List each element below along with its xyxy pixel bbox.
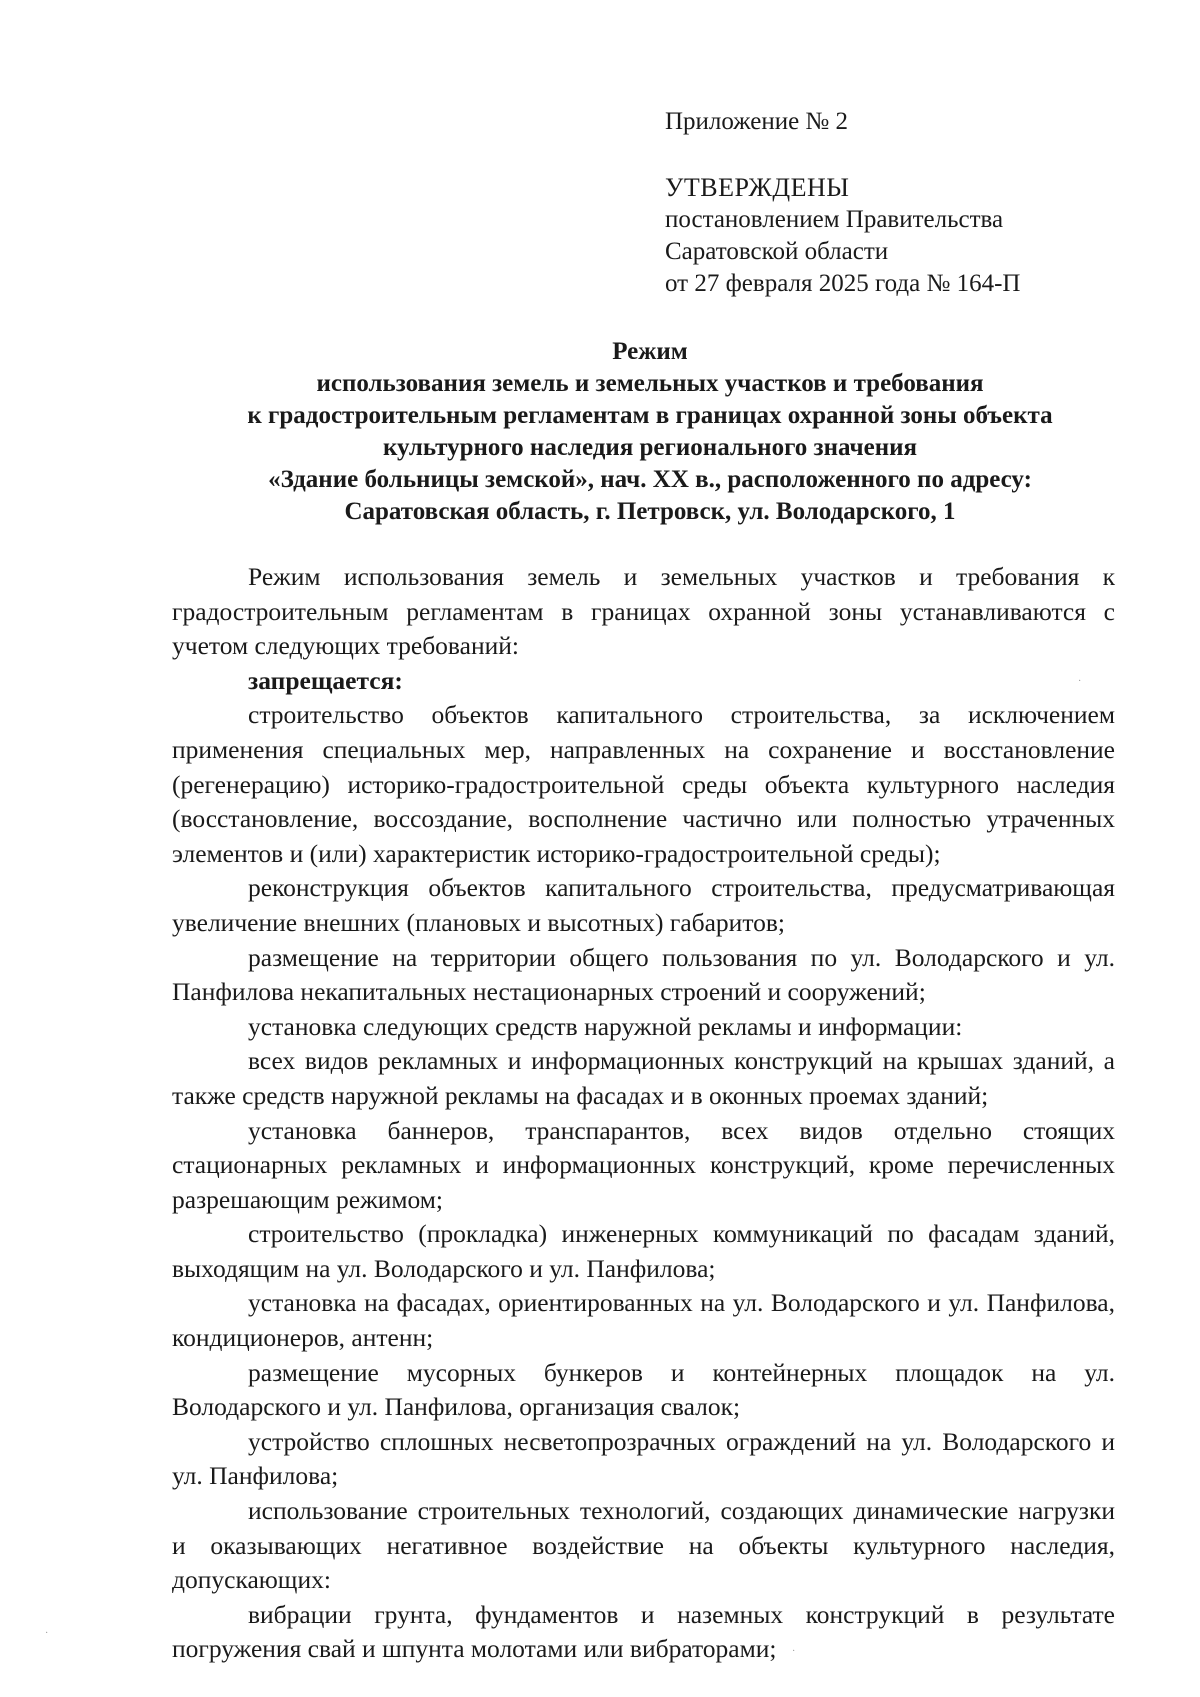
title-line-4: культурного наследия регионального значения	[382, 434, 918, 461]
approved-heading: УТВЕРЖДЕНЫ	[665, 173, 850, 202]
approval-line-2: Саратовской области	[665, 238, 889, 265]
body-paragraph: вибрации грунта, фундаментов и наземных конструкций в результате погружения свай и шпунта молотами или вибраторами;	[172, 1599, 1115, 1664]
scan-speck: ·	[1078, 676, 1082, 687]
approval-block	[665, 106, 1165, 300]
body-paragraph: установка баннеров, транспарантов, всех видов отдельно стоящих стационарных рекламных и информационных конструкций, кроме перечисленных разрешающим режимом;	[172, 1115, 1115, 1214]
document-title	[160, 336, 1140, 528]
title-line-3: к градостроительным регламентам в границах охранной зоны объекта	[247, 402, 1053, 429]
body-paragraph: реконструкция объектов капитального строительства, предусматривающая увеличение внешних (плановых и высотных) габаритов;	[172, 873, 1115, 937]
body-paragraph: размещение мусорных бункеров и контейнерных площадок на ул. Володарского и ул. Панфилова, организация свалок;	[172, 1357, 1115, 1422]
body-paragraph: строительство объектов капитального строительства, за исключением применения специальных мер, направленных на сохранение и восстановление (регенерацию) историко-градостроительной среды объекта культурного наследия (восстановление, воссоздание, восполнение частично или полностью утраченных элементов и (или) характеристик историко-градостроительной среды);	[172, 700, 1115, 868]
annex-label: Приложение № 2	[665, 108, 849, 135]
title-line-5: «Здание больницы земской», нач. XX в., расположенного по адресу:	[268, 466, 1032, 493]
scan-speck: ·	[792, 1646, 796, 1657]
title-line-6: Саратовская область, г. Петровск, ул. Володарского, 1	[344, 498, 956, 525]
document-body	[172, 560, 1115, 1667]
body-paragraph: всех видов рекламных и информационных конструкций на крышах зданий, а также средств наружной рекламы на фасадах и в оконных проемах зданий;	[172, 1046, 1115, 1110]
title-line-2: использования земель и земельных участков и требования	[316, 370, 984, 397]
body-paragraph: установка следующих средств наружной рекламы и информации:	[248, 1011, 963, 1041]
intro-paragraph: Режим использования земель и земельных участков и требования к градостроительным регламентам в границах охранной зоны устанавливаются с учетом следующих требований:	[172, 562, 1115, 661]
approval-line-3: от 27 февраля 2025 года № 164-П	[665, 270, 1021, 297]
body-paragraph: установка на фасадах, ориентированных на ул. Володарского и ул. Панфилова, кондиционеров, антенн;	[172, 1288, 1115, 1353]
body-paragraph: устройство сплошных несветопрозрачных ограждений на ул. Володарского и ул. Панфилова;	[172, 1426, 1115, 1491]
body-paragraph: размещение на территории общего пользования по ул. Володарского и ул. Панфилова некапитальных нестационарных строений и сооружений;	[172, 942, 1115, 1007]
scan-speck: ·	[45, 1628, 49, 1639]
title-line-1: Режим	[612, 338, 688, 365]
approval-line-1: постановлением Правительства	[665, 206, 1004, 233]
body-paragraph: использование строительных технологий, создающих динамические нагрузки и оказывающих негативное воздействие на объекты культурного наследия, допускающих:	[172, 1496, 1115, 1595]
prohibited-heading: запрещается:	[248, 665, 403, 695]
body-paragraph: строительство (прокладка) инженерных коммуникаций по фасадам зданий, выходящим на ул. Володарского и ул. Панфилова;	[172, 1219, 1115, 1283]
